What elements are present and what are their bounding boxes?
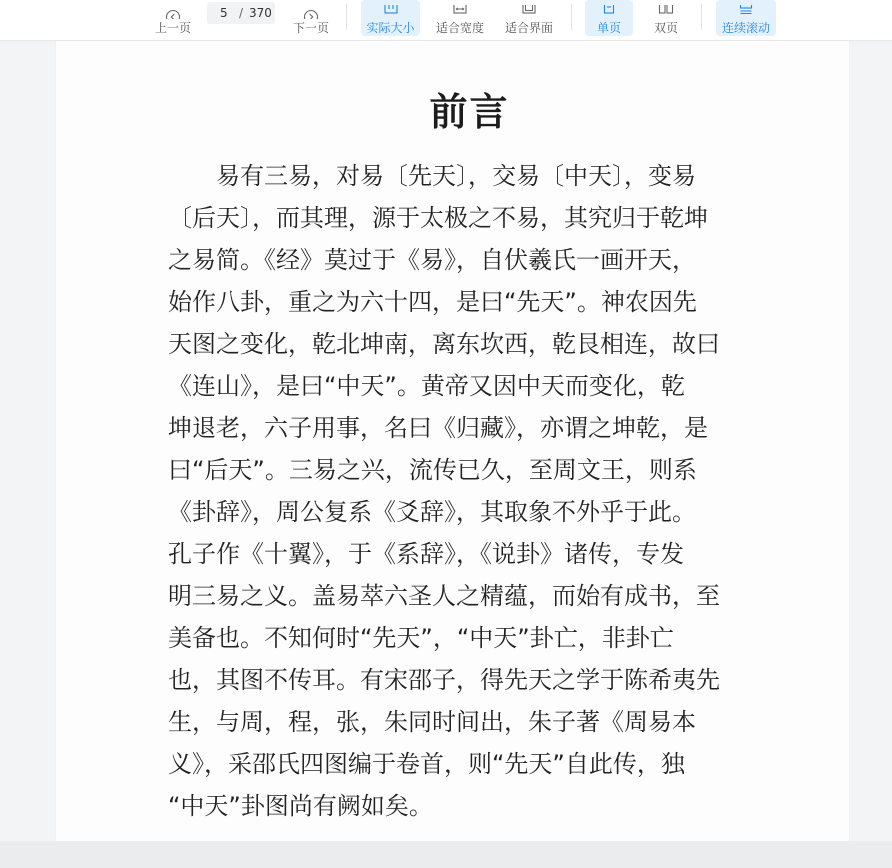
document-page	[56, 41, 849, 841]
continuous-scroll-button[interactable]	[716, 0, 776, 36]
actual-size-button[interactable]	[361, 0, 420, 36]
text-line: 坤退老，六子用事，名曰《归藏》，亦谓之坤乾，是	[168, 414, 708, 442]
toolbar-divider	[346, 4, 347, 30]
prev-page-label: 上一页	[154, 21, 191, 35]
double-page-button[interactable]	[643, 0, 689, 36]
actual-size-label: 实际大小	[366, 21, 415, 35]
text-line: “中天”卦图尚有阙如矣。	[168, 792, 433, 820]
single-page-button[interactable]	[585, 0, 633, 36]
continuous-scroll-label: 连续滚动	[721, 21, 770, 35]
text-line: 生，与周，程，张，朱同时间出，朱子著《周易本	[168, 708, 696, 736]
next-page-label: 下一页	[292, 21, 329, 35]
fit-screen-icon	[521, 5, 537, 19]
text-line: 易有三易，对易〔先天〕，交易〔中天〕，变易	[168, 162, 696, 190]
text-line: 明三易之义。盖易萃六圣人之精蕴，而始有成书，至	[168, 582, 720, 610]
fit-width-button[interactable]	[432, 0, 488, 36]
prev-page-button[interactable]	[152, 0, 194, 36]
continuous-scroll-icon	[738, 5, 754, 19]
text-line: 《连山》，是曰“中天”。黄帝又因中天而变化，乾	[168, 372, 685, 400]
fit-screen-label: 适合界面	[504, 21, 553, 35]
arrow-right-circle-icon	[303, 5, 319, 19]
text-line: 也，其图不传耳。有宋邵子，得先天之学于陈希夷先	[168, 666, 720, 694]
toolbar-divider	[701, 4, 702, 30]
actual-size-icon	[383, 5, 399, 19]
total-pages: 370	[249, 6, 272, 20]
fit-screen-button[interactable]	[501, 0, 557, 36]
document-body	[168, 155, 738, 827]
text-line: 〔后天〕，而其理，源于太极之不易，其究归于乾坤	[168, 204, 708, 232]
single-page-label: 单页	[596, 21, 621, 35]
text-line: 美备也。不知何时“先天”，“中天”卦亡，非卦亡	[168, 624, 674, 652]
page-title: 前言	[429, 90, 510, 134]
single-page-icon	[601, 5, 617, 19]
toolbar-divider	[571, 4, 572, 30]
current-page-input[interactable]: 5	[220, 6, 228, 20]
text-line: 天图之变化，乾北坤南，离东坎西，乾艮相连，故曰	[168, 330, 720, 358]
double-page-icon	[658, 5, 674, 19]
page-separator: /	[239, 6, 244, 20]
viewer-toolbar	[0, 0, 892, 41]
text-line: 之易简。《经》莫过于《易》，自伏羲氏一画开天，	[168, 246, 696, 274]
bottom-gutter	[0, 841, 892, 868]
arrow-left-circle-icon	[165, 5, 181, 19]
text-line: 曰“后天”。三易之兴，流传已久，至周文王，则系	[168, 456, 697, 484]
text-line: 义》，采邵氏四图编于卷首，则“先天”自此传，独	[168, 750, 685, 778]
page-number-field[interactable]	[207, 2, 275, 24]
double-page-label: 双页	[653, 21, 678, 35]
next-page-button[interactable]	[290, 0, 332, 36]
fit-width-label: 适合宽度	[435, 21, 484, 35]
text-line: 孔子作《十翼》，于《系辞》，《说卦》诸传，专发	[168, 540, 684, 568]
fit-width-icon	[452, 5, 468, 19]
text-line: 始作八卦，重之为六十四，是曰“先天”。神农因先	[168, 288, 697, 316]
text-line: 《卦辞》，周公复系《爻辞》，其取象不外乎于此。	[168, 498, 696, 526]
